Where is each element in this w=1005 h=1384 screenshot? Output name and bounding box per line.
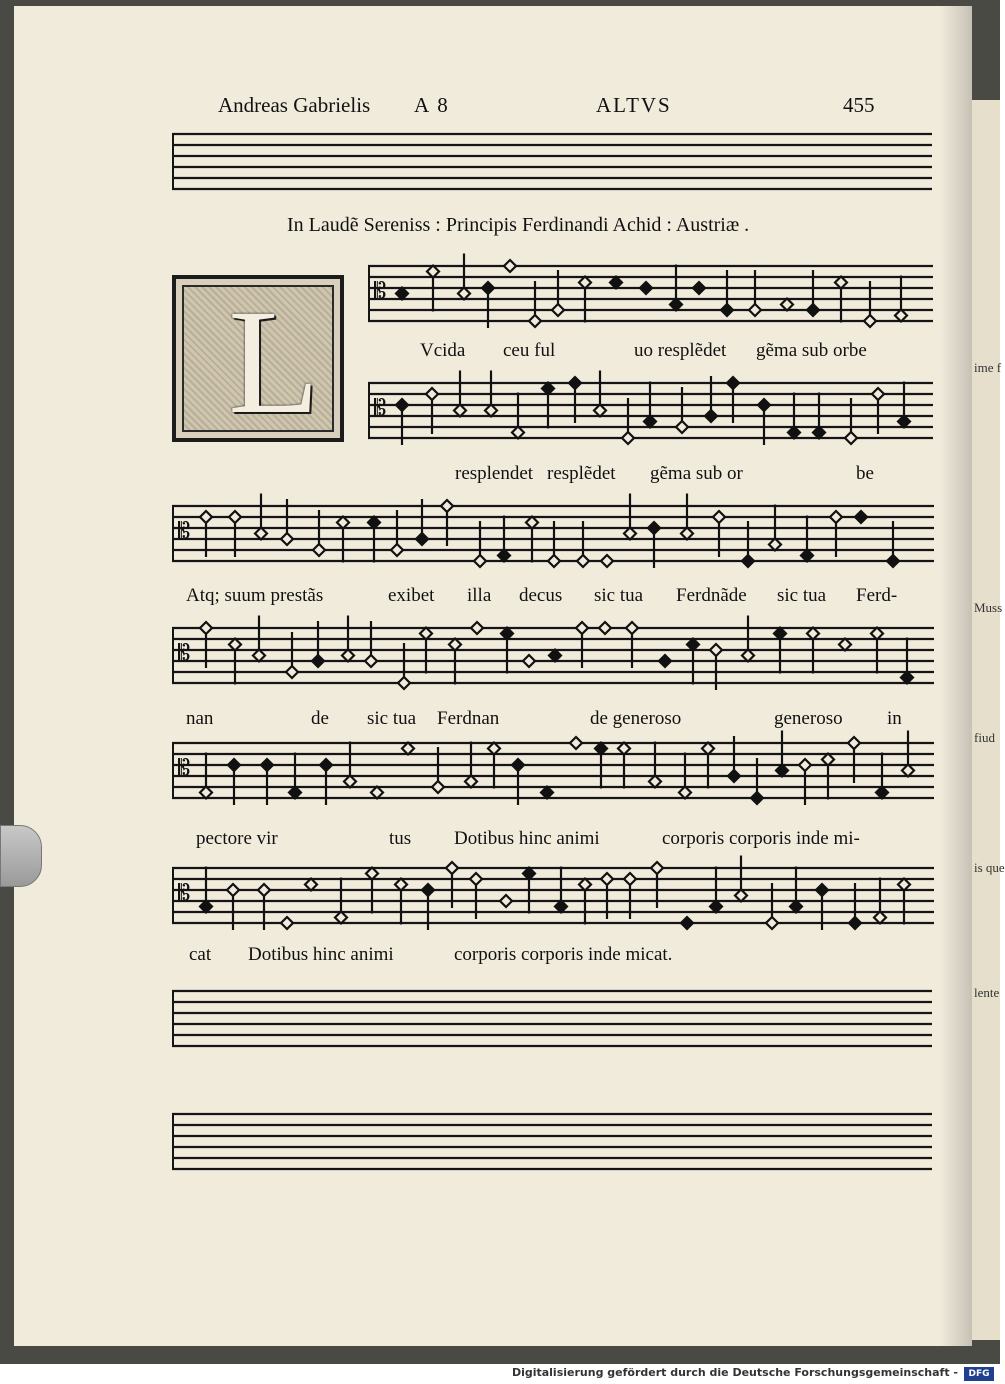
adjacent-page-fragment: Muss: [974, 600, 1003, 615]
note: [640, 282, 652, 294]
note: [659, 655, 671, 667]
note: [839, 639, 851, 651]
clef-icon: 𝄡: [178, 756, 191, 781]
lyric-syllable: cat: [189, 944, 212, 965]
lyric-syllable: decus: [519, 585, 563, 606]
lyric-syllable: Vcida: [420, 340, 466, 361]
lyric-syllable: corporis corporis inde mi-: [662, 828, 860, 849]
note: [855, 511, 867, 523]
lyric-syllable: sic tua: [777, 585, 827, 606]
lyric-syllable: pectore vir: [196, 828, 278, 849]
decorated-initial: [172, 275, 344, 445]
lyric-syllable: corporis corporis inde micat.: [454, 944, 673, 965]
page-number: 455: [843, 93, 875, 117]
note: [500, 895, 512, 907]
lyric-syllable: be: [856, 463, 874, 484]
lyric-syllable: illa: [467, 585, 492, 606]
empty-staff: [172, 128, 932, 188]
note: [601, 555, 613, 567]
clef-icon: 𝄡: [374, 279, 387, 304]
note: [305, 879, 317, 891]
lyric-syllable: gẽma sub orbe: [756, 340, 867, 361]
adjacent-page-fragment: ime f: [974, 360, 1002, 375]
note: [681, 917, 693, 929]
digitization-note: Digitalisierung gefördert durch die Deutsche Forschungsgemeinschaft -: [511, 1366, 958, 1379]
lyric-syllable: Dotibus hinc animi: [248, 944, 394, 965]
empty-staff: [172, 1108, 932, 1188]
note: [781, 299, 793, 311]
adjacent-page-fragment: lente: [974, 985, 1000, 1000]
empty-staff: [172, 985, 932, 1065]
music-staff: [172, 735, 934, 805]
dedication-title: In Laudẽ Sereniss : Principis Ferdinandi Achid : Austriæ .: [287, 214, 750, 236]
note: [541, 787, 553, 799]
woodcut-illustration: [182, 279, 334, 445]
lyric-syllable: de generoso: [590, 708, 682, 729]
composer-name: Andreas Gabrielis: [218, 93, 371, 117]
clef-icon: 𝄡: [374, 396, 387, 421]
lyric-syllable: resplendet: [455, 463, 534, 484]
clef-icon: 𝄡: [178, 519, 191, 544]
note: [471, 622, 483, 634]
lyric-syllable: nan: [186, 708, 214, 729]
voice-part-name: ALTVS: [596, 93, 672, 117]
lyric-syllable: Ferd-: [856, 585, 898, 606]
music-staff: [368, 375, 933, 445]
lyric-syllable: Atq; suum prestãs: [186, 585, 324, 606]
lyric-syllable: resplẽdet: [547, 463, 616, 484]
page-gutter-shadow: [940, 6, 972, 1346]
note: [281, 917, 293, 929]
dfg-logo: DFG: [964, 1367, 994, 1381]
note: [610, 277, 622, 289]
note: [523, 655, 535, 667]
clef-icon: 𝄡: [178, 641, 191, 666]
lyric-syllable: ceu ful: [503, 340, 556, 361]
clef-icon: 𝄡: [178, 881, 191, 906]
lyric-syllable: in: [887, 708, 902, 729]
note: [396, 288, 408, 300]
note: [371, 787, 383, 799]
lyric-syllable: generoso: [774, 708, 843, 729]
lyric-syllable: tus: [389, 828, 412, 849]
note: [504, 260, 516, 272]
note: [402, 743, 414, 755]
lyric-syllable: Dotibus hinc animi: [454, 828, 600, 849]
music-staff: [368, 258, 933, 328]
lyric-syllable: gẽma sub or: [650, 463, 743, 484]
note: [693, 282, 705, 294]
note: [570, 737, 582, 749]
lyric-syllable: Ferdnãde: [676, 585, 747, 606]
music-staff: [172, 498, 934, 568]
lyric-syllable: Ferdnan: [437, 708, 500, 729]
music-staff: [172, 620, 934, 690]
note: [599, 622, 611, 634]
lyric-syllable: sic tua: [367, 708, 417, 729]
adjacent-page-edge: [972, 100, 1005, 1340]
adjacent-page-fragment: fiud: [974, 730, 995, 745]
page-clip: [0, 825, 42, 887]
lyric-syllable: exibet: [388, 585, 435, 606]
initial-letter: L: [228, 279, 320, 445]
lyric-syllable: uo resplẽdet: [634, 340, 727, 361]
voice-count: A 8: [414, 93, 450, 117]
lyric-syllable: de: [311, 708, 329, 729]
adjacent-page-fragment: is que: [974, 860, 1005, 875]
note: [549, 650, 561, 662]
lyric-syllable: sic tua: [594, 585, 644, 606]
music-staff: [172, 860, 934, 930]
digitization-footer: [0, 1364, 1000, 1384]
